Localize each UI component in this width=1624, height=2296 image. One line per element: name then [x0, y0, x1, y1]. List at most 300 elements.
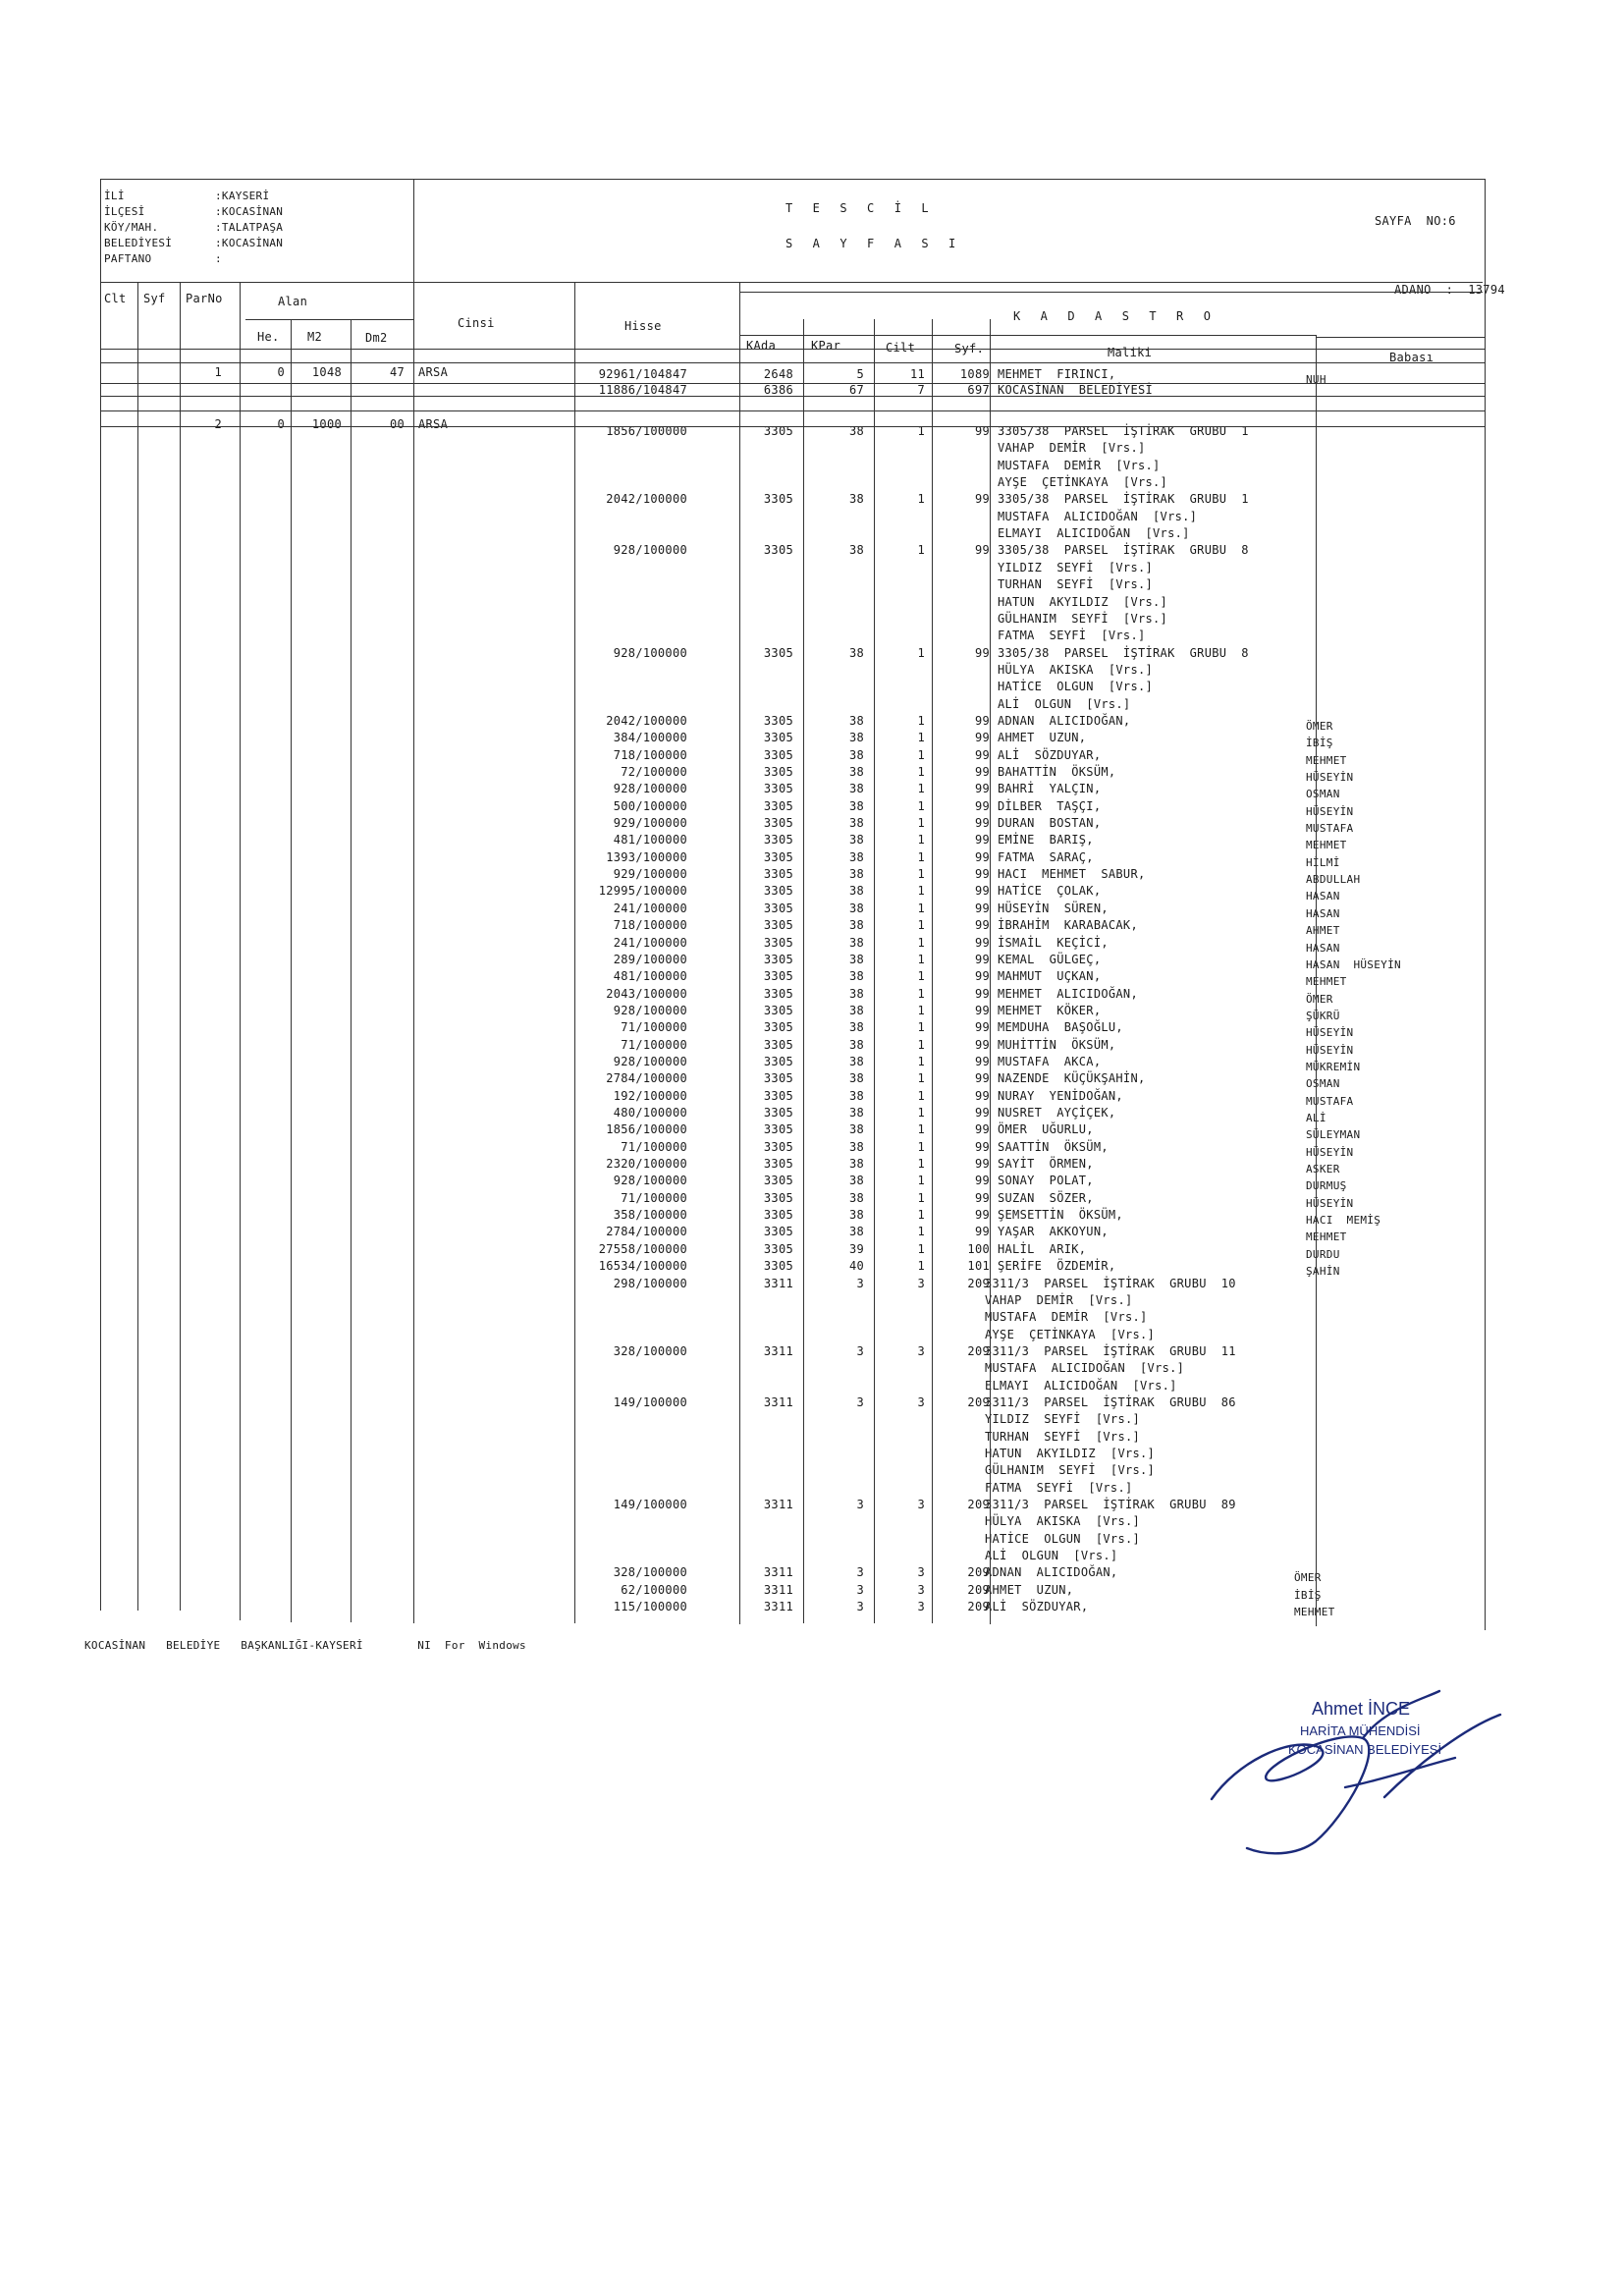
- cell-maliki: GÜLHANIM SEYFİ [Vrs.]: [985, 1463, 1156, 1478]
- cell-maliki: ALİ OLGUN [Vrs.]: [998, 696, 1131, 711]
- parcel-parno: 1: [214, 365, 222, 379]
- cell-hisse: 115/100000: [613, 1600, 687, 1614]
- cell-babasi: ÖMER: [1306, 719, 1333, 733]
- cell-maliki: SAATTİN ÖKSÜM,: [998, 1139, 1109, 1154]
- cell-hisse: 16534/100000: [598, 1259, 687, 1274]
- cell-babasi: HASAN: [1306, 906, 1340, 920]
- cell-kpar: 38: [848, 1020, 864, 1035]
- grid-hline: [100, 383, 1485, 384]
- cell-maliki: FATMA SEYFİ [Vrs.]: [985, 1480, 1133, 1495]
- cell-babasi: ASKER: [1306, 1163, 1340, 1176]
- cell-maliki: ALİ SÖZDUYAR,: [985, 1600, 1089, 1614]
- parcel-dm2: 00: [389, 417, 405, 431]
- col-hisse: Hisse: [624, 319, 662, 333]
- info-value: :KOCASİNAN: [215, 205, 284, 218]
- cell-maliki: ADNAN ALICIDOĞAN,: [985, 1565, 1118, 1580]
- cell-kpar: 38: [848, 1071, 864, 1086]
- cell-babasi: SÜLEYMAN: [1306, 1128, 1361, 1142]
- cell-cilt: 1: [917, 747, 925, 762]
- cell-babasi: OSMAN: [1306, 788, 1340, 801]
- cell-maliki: NURAY YENİDOĞAN,: [998, 1088, 1123, 1103]
- cell-kada: 3305: [763, 713, 793, 728]
- cell-maliki: YILDIZ SEYFİ [Vrs.]: [985, 1412, 1141, 1427]
- grid-hline: [1316, 337, 1485, 338]
- cell-cilt: 3: [917, 1600, 925, 1614]
- grid-vline: [739, 282, 740, 1624]
- cell-syf: 209: [967, 1498, 990, 1512]
- cell-maliki: İSMAİL KEÇİCİ,: [998, 935, 1109, 950]
- cell-kpar: 38: [848, 543, 864, 558]
- cell-kpar: 38: [848, 1037, 864, 1052]
- cell-syf: 99: [974, 1054, 990, 1068]
- cell-babasi: OSMAN: [1306, 1077, 1340, 1091]
- cell-cilt: 1: [917, 1054, 925, 1068]
- cell-hisse: 928/100000: [613, 645, 687, 660]
- grid-vline: [1316, 335, 1317, 1626]
- cell-cilt: 1: [917, 1225, 925, 1239]
- cell-cilt: 1: [917, 1174, 925, 1188]
- cell-syf: 99: [974, 918, 990, 933]
- cell-kpar: 38: [848, 1225, 864, 1239]
- cell-cilt: 3: [917, 1565, 925, 1580]
- cell-kpar: 38: [848, 713, 864, 728]
- title-line-1: T E S C İ L: [785, 201, 931, 215]
- col-he: He.: [257, 330, 280, 344]
- cell-maliki: HALİL ARIK,: [998, 1241, 1087, 1256]
- cell-maliki: MEHMET FIRINCI,: [998, 367, 1116, 381]
- cell-syf: 209: [967, 1394, 990, 1409]
- cell-cilt: 1: [917, 798, 925, 813]
- cell-syf: 209: [967, 1582, 990, 1597]
- cell-hisse: 928/100000: [613, 782, 687, 796]
- cell-cilt: 1: [917, 1241, 925, 1256]
- cell-syf: 697: [967, 383, 990, 397]
- cell-kada: 3305: [763, 935, 793, 950]
- cell-hisse: 328/100000: [613, 1343, 687, 1358]
- footer-text: KOCASİNAN BELEDİYE BAŞKANLIĞI-KAYSERİ NI For Windows: [84, 1639, 526, 1652]
- cell-cilt: 1: [917, 1259, 925, 1274]
- cell-babasi: ŞAHİN: [1306, 1265, 1340, 1279]
- cell-syf: 209: [967, 1600, 990, 1614]
- cell-maliki: HATİCE OLGUN [Vrs.]: [998, 680, 1154, 694]
- cell-hisse: 718/100000: [613, 747, 687, 762]
- grid-hline: [245, 319, 413, 320]
- cell-kada: 3311: [763, 1394, 793, 1409]
- cell-kada: 3305: [763, 1106, 793, 1120]
- info-key: KÖY/MAH.: [104, 221, 159, 234]
- cell-babasi: AHMET: [1306, 924, 1340, 938]
- stamp-name: Ahmet İNCE: [1312, 1699, 1411, 1719]
- cell-hisse: 11886/104847: [598, 383, 687, 397]
- engineer-stamp: [1198, 1669, 1512, 1856]
- cell-maliki: HATİCE OLGUN [Vrs.]: [985, 1531, 1141, 1546]
- cell-cilt: 3: [917, 1394, 925, 1409]
- cell-cilt: 1: [917, 986, 925, 1001]
- info-value: :KAYSERİ: [215, 190, 270, 202]
- cell-maliki: TURHAN SEYFİ [Vrs.]: [985, 1429, 1141, 1444]
- cell-kada: 3305: [763, 918, 793, 933]
- cell-kpar: 3: [856, 1343, 864, 1358]
- cell-maliki: AHMET UZUN,: [985, 1582, 1074, 1597]
- cell-maliki: TURHAN SEYFİ [Vrs.]: [998, 577, 1154, 592]
- cell-babasi: DURMUŞ: [1306, 1179, 1347, 1193]
- cell-cilt: 1: [917, 952, 925, 966]
- grid-hline: [100, 349, 1485, 350]
- cell-cilt: 1: [917, 1037, 925, 1052]
- cell-maliki: SUZAN SÖZER,: [998, 1190, 1094, 1205]
- cell-kpar: 38: [848, 1139, 864, 1154]
- cell-syf: 99: [974, 492, 990, 507]
- cell-maliki: 3305/38 PARSEL İŞTİRAK GRUBU 1: [998, 424, 1249, 438]
- cell-hisse: 2042/100000: [606, 492, 687, 507]
- cell-maliki: ALİ SÖZDUYAR,: [998, 747, 1102, 762]
- cell-kada: 3305: [763, 747, 793, 762]
- cell-maliki: HATİCE ÇOLAK,: [998, 884, 1102, 899]
- cell-syf: 99: [974, 1122, 990, 1137]
- cell-babasi: DURDU: [1306, 1247, 1340, 1261]
- grid-vline: [874, 319, 875, 1623]
- col-clt: Clt: [104, 292, 127, 305]
- cell-hisse: 71/100000: [621, 1190, 687, 1205]
- cell-maliki: AHMET UZUN,: [998, 731, 1087, 745]
- cell-hisse: 72/100000: [621, 765, 687, 779]
- cell-syf: 99: [974, 867, 990, 882]
- cell-kada: 3305: [763, 1157, 793, 1172]
- cell-babasi: HASAN: [1306, 941, 1340, 955]
- cell-maliki: ALİ OLGUN [Vrs.]: [985, 1549, 1118, 1563]
- cell-babasi: MÜKREMİN: [1306, 1060, 1361, 1073]
- cell-kada: 3305: [763, 1241, 793, 1256]
- cell-kada: 3305: [763, 765, 793, 779]
- cell-syf: 99: [974, 543, 990, 558]
- cell-kada: 3311: [763, 1498, 793, 1512]
- cell-maliki: HACI MEHMET SABUR,: [998, 867, 1146, 882]
- cell-kada: 3305: [763, 645, 793, 660]
- cell-cilt: 7: [917, 383, 925, 397]
- cell-kada: 3311: [763, 1582, 793, 1597]
- cell-maliki: KEMAL GÜLGEÇ,: [998, 952, 1102, 966]
- col-dm2: Dm2: [365, 331, 388, 345]
- cell-cilt: 3: [917, 1582, 925, 1597]
- cell-kpar: 38: [848, 986, 864, 1001]
- grid-vline: [413, 179, 414, 282]
- cell-maliki: NUSRET AYÇİÇEK,: [998, 1106, 1116, 1120]
- cell-cilt: 3: [917, 1343, 925, 1358]
- cell-babasi: HÜSEYİN: [1306, 1026, 1354, 1040]
- cell-maliki: ŞERİFE ÖZDEMİR,: [998, 1259, 1116, 1274]
- cell-hisse: 2042/100000: [606, 713, 687, 728]
- cell-babasi: HÜSEYİN: [1306, 771, 1354, 784]
- cell-kada: 3311: [763, 1565, 793, 1580]
- cell-maliki: HATUN AKYILDIZ [Vrs.]: [985, 1447, 1156, 1460]
- cell-hisse: 1856/100000: [606, 424, 687, 438]
- cell-maliki: ADNAN ALICIDOĞAN,: [998, 713, 1131, 728]
- cell-maliki: ÖMER UĞURLU,: [998, 1122, 1094, 1137]
- cell-kpar: 38: [848, 645, 864, 660]
- cell-maliki: DİLBER TAŞÇI,: [998, 798, 1102, 813]
- cell-kpar: 38: [848, 952, 864, 966]
- cell-syf: 99: [974, 969, 990, 984]
- cell-maliki: DURAN BOSTAN,: [998, 816, 1102, 831]
- cell-maliki: MUHİTTİN ÖKSÜM,: [998, 1037, 1116, 1052]
- cell-maliki: MUSTAFA AKCA,: [998, 1054, 1102, 1068]
- cell-hisse: 328/100000: [613, 1565, 687, 1580]
- grid-hline: [100, 426, 1485, 427]
- cell-kpar: 39: [848, 1241, 864, 1256]
- cell-syf: 100: [967, 1241, 990, 1256]
- cell-syf: 99: [974, 1071, 990, 1086]
- cell-maliki: MUSTAFA ALICIDOĞAN [Vrs.]: [998, 509, 1198, 523]
- cell-kpar: 3: [856, 1394, 864, 1409]
- cell-maliki: EMİNE BARIŞ,: [998, 833, 1094, 847]
- cell-cilt: 1: [917, 543, 925, 558]
- parcel-cinsi: ARSA: [418, 365, 449, 379]
- cell-cilt: 1: [917, 713, 925, 728]
- cell-syf: 99: [974, 1208, 990, 1223]
- cell-cilt: 1: [917, 1071, 925, 1086]
- cell-hisse: 929/100000: [613, 867, 687, 882]
- cell-cilt: 1: [917, 1208, 925, 1223]
- cell-syf: 99: [974, 713, 990, 728]
- cell-maliki: 3311/3 PARSEL İŞTİRAK GRUBU 86: [985, 1394, 1236, 1409]
- cell-kpar: 38: [848, 935, 864, 950]
- cell-kada: 3311: [763, 1276, 793, 1290]
- cell-syf: 99: [974, 1225, 990, 1239]
- col-alan: Alan: [278, 295, 308, 308]
- cell-syf: 99: [974, 1139, 990, 1154]
- cell-kpar: 38: [848, 492, 864, 507]
- cell-syf: 209: [967, 1565, 990, 1580]
- cell-hisse: 481/100000: [613, 833, 687, 847]
- col-m2: M2: [307, 330, 323, 344]
- grid-vline: [180, 282, 181, 1611]
- cell-syf: 99: [974, 782, 990, 796]
- col-maliki: Maliki: [1108, 346, 1153, 359]
- cell-maliki: HÜLYA AKISKA [Vrs.]: [985, 1514, 1141, 1529]
- cell-hisse: 92961/104847: [598, 367, 687, 381]
- cell-maliki: ELMAYI ALICIDOĞAN [Vrs.]: [985, 1378, 1177, 1393]
- cell-hisse: 2784/100000: [606, 1071, 687, 1086]
- cell-hisse: 718/100000: [613, 918, 687, 933]
- grid-hline: [100, 362, 1485, 363]
- cell-kada: 3305: [763, 782, 793, 796]
- cell-kpar: 67: [848, 383, 864, 397]
- cell-maliki: 3305/38 PARSEL İŞTİRAK GRUBU 1: [998, 492, 1249, 507]
- cell-hisse: 1393/100000: [606, 849, 687, 864]
- parcel-he: 0: [277, 365, 285, 379]
- cell-maliki: 3311/3 PARSEL İŞTİRAK GRUBU 89: [985, 1498, 1236, 1512]
- title-line-2: S A Y F A S I: [785, 237, 958, 250]
- col-parno: ParNo: [186, 292, 223, 305]
- cell-syf: 99: [974, 645, 990, 660]
- cell-syf: 99: [974, 986, 990, 1001]
- cell-kpar: 3: [856, 1498, 864, 1512]
- parcel-dm2: 47: [389, 365, 405, 379]
- cell-hisse: 928/100000: [613, 1174, 687, 1188]
- cell-maliki: ELMAYI ALICIDOĞAN [Vrs.]: [998, 526, 1190, 541]
- cell-hisse: 71/100000: [621, 1139, 687, 1154]
- cell-hisse: 2043/100000: [606, 986, 687, 1001]
- cell-babasi: HASAN HÜSEYİN: [1306, 957, 1401, 971]
- cell-syf: 99: [974, 952, 990, 966]
- info-key: İLİ: [104, 190, 125, 202]
- cell-kpar: 38: [848, 1106, 864, 1120]
- col-kpar: KPar: [811, 339, 841, 353]
- cell-syf: 99: [974, 935, 990, 950]
- cell-babasi: MEHMET: [1306, 1230, 1347, 1244]
- cell-kpar: 38: [848, 765, 864, 779]
- col-kadastro: K A D A S T R O: [1013, 309, 1213, 323]
- cell-syf: 99: [974, 424, 990, 438]
- cell-cilt: 1: [917, 833, 925, 847]
- cell-hisse: 928/100000: [613, 543, 687, 558]
- cell-cilt: 1: [917, 492, 925, 507]
- cell-babasi: ALİ: [1306, 1112, 1326, 1124]
- col-kada: KAda: [746, 339, 777, 353]
- cell-cilt: 1: [917, 816, 925, 831]
- cell-cilt: 3: [917, 1276, 925, 1290]
- cell-kada: 6386: [763, 383, 793, 397]
- cell-cilt: 1: [917, 918, 925, 933]
- grid-hline: [100, 396, 1485, 397]
- cell-cilt: 1: [917, 935, 925, 950]
- cell-babasi: ÖMER: [1306, 992, 1333, 1006]
- cell-babasi: İBİŞ: [1306, 737, 1333, 750]
- cell-maliki: 3305/38 PARSEL İŞTİRAK GRUBU 8: [998, 645, 1249, 660]
- col-babasi: Babası: [1389, 351, 1435, 364]
- cell-syf: 99: [974, 1088, 990, 1103]
- cell-babasi: HÜSEYİN: [1306, 1043, 1354, 1057]
- cell-hisse: 71/100000: [621, 1037, 687, 1052]
- cell-cilt: 1: [917, 731, 925, 745]
- cell-kada: 3305: [763, 969, 793, 984]
- ada-number: ADANO : 13794: [1394, 283, 1505, 297]
- cell-kada: 3305: [763, 492, 793, 507]
- cell-kada: 3305: [763, 849, 793, 864]
- cell-kada: 3305: [763, 1071, 793, 1086]
- cell-cilt: 1: [917, 1106, 925, 1120]
- cell-hisse: 149/100000: [613, 1498, 687, 1512]
- parcel-m2: 1000: [311, 417, 342, 431]
- cell-babasi: HİLMİ: [1306, 855, 1340, 869]
- cell-hisse: 480/100000: [613, 1106, 687, 1120]
- cell-maliki: MAHMUT UÇKAN,: [998, 969, 1102, 984]
- cell-maliki: 3305/38 PARSEL İŞTİRAK GRUBU 8: [998, 543, 1249, 558]
- cell-maliki: MUSTAFA DEMİR [Vrs.]: [998, 458, 1161, 472]
- cell-kada: 3305: [763, 816, 793, 831]
- grid-vline: [1485, 179, 1486, 1630]
- cell-kpar: 38: [848, 798, 864, 813]
- cell-kpar: 3: [856, 1600, 864, 1614]
- cell-cilt: 1: [917, 1003, 925, 1017]
- cell-kada: 3305: [763, 901, 793, 915]
- cell-kpar: 38: [848, 833, 864, 847]
- cell-cilt: 1: [917, 867, 925, 882]
- cell-maliki: NAZENDE KÜÇÜKŞAHİN,: [998, 1071, 1146, 1086]
- info-value: :KOCASİNAN: [215, 237, 284, 249]
- cell-babasi: HÜSEYİN: [1306, 1145, 1354, 1159]
- cell-kpar: 3: [856, 1565, 864, 1580]
- cell-hisse: 298/100000: [613, 1276, 687, 1290]
- cell-kada: 3305: [763, 1054, 793, 1068]
- info-key: BELEDİYESİ: [104, 237, 173, 249]
- cell-kpar: 38: [848, 782, 864, 796]
- cell-cilt: 1: [917, 1157, 925, 1172]
- cell-kada: 3305: [763, 1139, 793, 1154]
- cell-hisse: 2320/100000: [606, 1157, 687, 1172]
- cell-hisse: 1856/100000: [606, 1122, 687, 1137]
- cell-kpar: 38: [848, 849, 864, 864]
- cell-babasi: MUSTAFA: [1306, 1094, 1354, 1108]
- grid-vline: [291, 319, 292, 1622]
- cell-maliki: AYŞE ÇETİNKAYA [Vrs.]: [985, 1327, 1156, 1341]
- cell-syf: 99: [974, 901, 990, 915]
- cell-kpar: 38: [848, 1157, 864, 1172]
- grid-hline: [739, 292, 1483, 293]
- cell-maliki: VAHAP DEMİR [Vrs.]: [998, 441, 1146, 456]
- cell-kada: 3305: [763, 1190, 793, 1205]
- cell-syf: 99: [974, 833, 990, 847]
- col-cilt: Cilt: [886, 341, 916, 355]
- cell-syf: 101: [967, 1259, 990, 1274]
- cell-babasi: HÜSEYİN: [1306, 1196, 1354, 1210]
- cell-cilt: 1: [917, 1190, 925, 1205]
- cell-cilt: 1: [917, 901, 925, 915]
- cell-hisse: 384/100000: [613, 731, 687, 745]
- grid-hline: [100, 410, 1485, 411]
- cell-kada: 3305: [763, 1208, 793, 1223]
- cell-cilt: 1: [917, 969, 925, 984]
- cell-kpar: 38: [848, 731, 864, 745]
- cell-babasi: HÜSEYİN: [1306, 804, 1354, 818]
- cell-hisse: 71/100000: [621, 1020, 687, 1035]
- cell-hisse: 62/100000: [621, 1582, 687, 1597]
- cell-hisse: 2784/100000: [606, 1225, 687, 1239]
- cell-kada: 3305: [763, 952, 793, 966]
- cell-hisse: 358/100000: [613, 1208, 687, 1223]
- cell-babasi: MEHMET: [1306, 839, 1347, 852]
- cell-kpar: 38: [848, 747, 864, 762]
- cell-maliki: MEHMET ALICIDOĞAN,: [998, 986, 1138, 1001]
- cell-kpar: 40: [848, 1259, 864, 1274]
- cell-syf: 99: [974, 747, 990, 762]
- cell-kpar: 38: [848, 901, 864, 915]
- cell-cilt: 1: [917, 765, 925, 779]
- cell-hisse: 481/100000: [613, 969, 687, 984]
- cell-hisse: 241/100000: [613, 901, 687, 915]
- cell-kpar: 38: [848, 1122, 864, 1137]
- cell-syf: 99: [974, 1157, 990, 1172]
- cell-kpar: 38: [848, 1003, 864, 1017]
- cell-hisse: 149/100000: [613, 1394, 687, 1409]
- parcel-parno: 2: [214, 417, 222, 431]
- cell-kada: 3305: [763, 833, 793, 847]
- cell-maliki: İBRAHİM KARABACAK,: [998, 918, 1138, 933]
- cell-kada: 3305: [763, 884, 793, 899]
- cell-hisse: 12995/100000: [598, 884, 687, 899]
- cell-kada: 3305: [763, 1037, 793, 1052]
- cell-syf: 99: [974, 1106, 990, 1120]
- cell-syf: 99: [974, 884, 990, 899]
- cell-kpar: 38: [848, 969, 864, 984]
- cell-maliki: MUSTAFA DEMİR [Vrs.]: [985, 1310, 1148, 1325]
- cell-maliki: HÜSEYİN SÜREN,: [998, 901, 1109, 915]
- cell-babasi: MUSTAFA: [1306, 822, 1354, 836]
- cell-kada: 3305: [763, 543, 793, 558]
- cell-kpar: 38: [848, 816, 864, 831]
- cell-maliki: YAŞAR AKKOYUN,: [998, 1225, 1109, 1239]
- cell-kada: 3311: [763, 1600, 793, 1614]
